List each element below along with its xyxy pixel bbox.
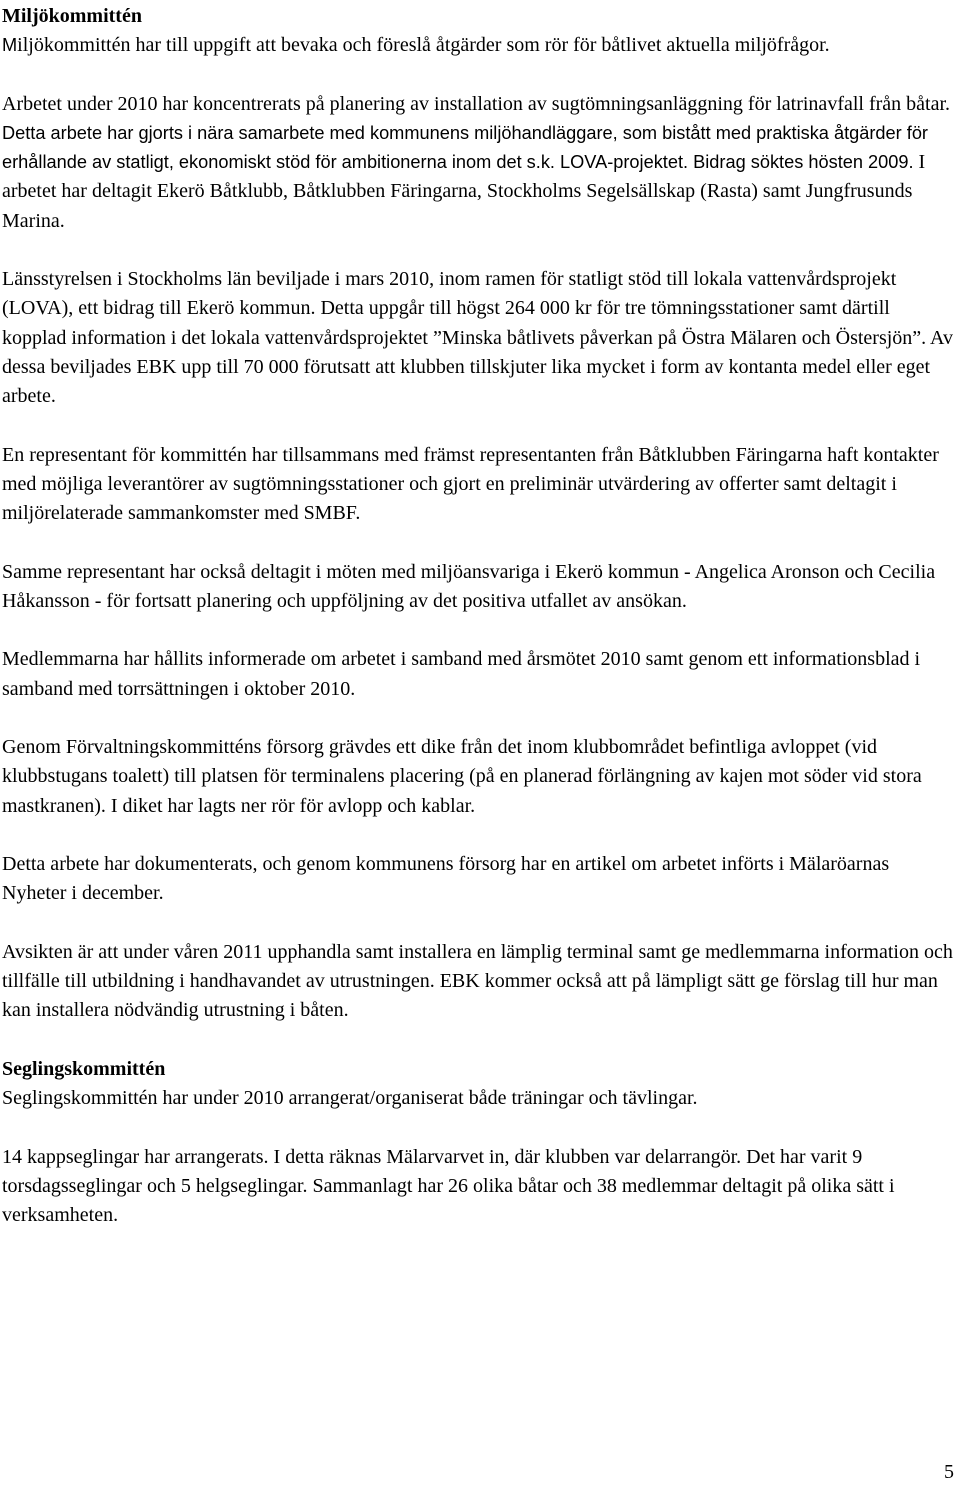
paragraph-4: Samme representant har också deltagit i möten med miljöansvariga i Ekerö kommun - Angelica Aronson och Cecilia Håkansson - för fortsatt planering och uppföljning av det positiva utfallet av ansökan. <box>2 560 936 612</box>
section-heading: Seglingskommittén <box>2 1058 166 1080</box>
section-miljokommitten <box>2 2 956 1026</box>
paragraph-8: Avsikten är att under våren 2011 upphandla samt installera en lämplig terminal samt ge medlemmarna information och tillfälle till utbildning i handhavandet av utrustningen. EBK kommer också att på lämpligt sätt ge förslag till hur man kan installera nödvändig utrustning i båten. <box>2 941 953 1022</box>
page-number: 5 <box>944 1461 954 1483</box>
paragraph-intro <box>2 31 956 60</box>
intro-text: iljökommittén har till uppgift att bevaka och föreslå åtgärder som rör för båtlivet aktuella miljöfrågor. <box>17 34 830 57</box>
paragraph-1 <box>2 90 956 236</box>
paragraph-1: 14 kappseglingar har arrangerats. I detta räknas Mälarvarvet in, där klubben var delarrangör. Det har varit 9 torsdagsseglingar och 5 helgseglingar. Sammanlagt har 26 olika båtar och 38 medlemmar deltagit på olika sätt i verksamheten. <box>2 1145 895 1227</box>
section-heading: Miljökommittén <box>2 5 142 27</box>
paragraph-3: En representant för kommittén har tillsammans med främst representanten från Båtklubben Färingarna haft kontakter med möjliga leverantörer av sugtömningsstationer och gjort en preliminär utvärdering av offerter samt deltagit i miljörelaterade sammankomster med SMBF. <box>2 443 939 525</box>
paragraph-6: Genom Förvaltningskommitténs försorg grävdes ett dike från det inom klubbområdet befintliga avloppet (vid klubbstugans toalett) till platsen för terminalens placering (på en planerad förlängning av kajen mot söder vid stora mastkranen). I diket har lagts ner rör för avlopp och kablar. <box>2 736 922 817</box>
paragraph-1-part-c: I arbetet har deltagit Ekerö Båtklubb, Båtklubben Färingarna, Stockholms Segelsällskap (Rasta) samt Jungfrusunds Marina. <box>2 151 926 232</box>
paragraph-1-part-b: Detta arbete har gjorts i nära samarbete med kommunens miljöhandläggare, som bistått med praktiska åtgärder för erhållande av statligt, ekonomiskt stöd för ambitionerna inom det s.k. LOVA-projektet. Bidrag söktes hösten 2009. <box>2 123 928 173</box>
paragraph-7: Detta arbete har dokumenterats, och genom kommunens försorg har en artikel om arbetet införts i Mälaröarnas Nyheter i december. <box>2 853 890 905</box>
section-seglingskommitten <box>2 1055 956 1230</box>
paragraph-2: Länsstyrelsen i Stockholms län beviljade i mars 2010, inom ramen för statligt stöd till lokala vattenvårdsprojekt (LOVA), ett bidrag till Ekerö kommun. Detta uppgår till högst 264 000 kr för tre tömningsstationer samt därtill kopplad information i det lokala vattenvårdsprojektet ”Minska båtlivets påverkan på Östra Mälaren och Östersjön”. Av dessa beviljades EBK upp till 70 000 förutsatt att klubben tillskjuter lika mycket i form av kontanta medel eller eget arbete. <box>2 268 954 408</box>
intro-initial: M <box>2 35 18 56</box>
paragraph-intro: Seglingskommittén har under 2010 arrangerat/organiserat både träningar och tävlingar. <box>2 1087 698 1110</box>
paragraph-1-part-a: Arbetet under 2010 har koncentrerats på planering av installation av sugtömningsanläggning för latrinavfall från båtar. <box>2 92 951 115</box>
paragraph-5: Medlemmarna har hållits informerade om arbetet i samband med årsmötet 2010 samt genom ett informationsblad i samband med torrsättningen i oktober 2010. <box>2 648 921 700</box>
